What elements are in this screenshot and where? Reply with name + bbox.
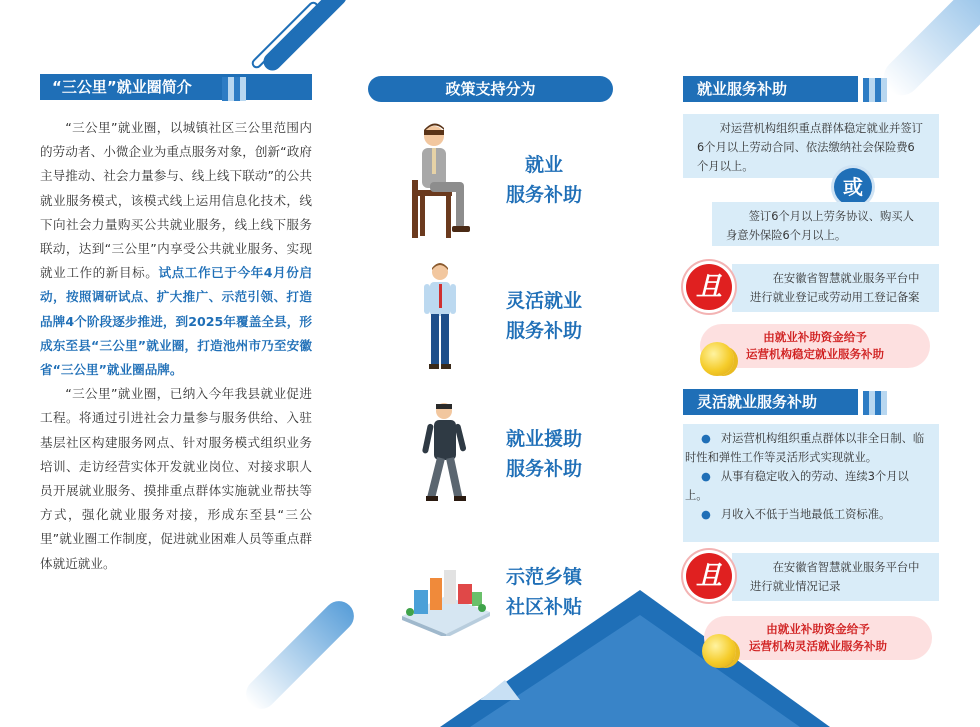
intro-section <box>40 74 312 576</box>
subsidy-result-pill-1: 由就业补助资金给予 运营机构稳定就业服务补助 <box>700 324 930 368</box>
walking-man-icon <box>420 402 470 506</box>
flexible-conditions-box <box>683 424 939 542</box>
intro-paragraph-1: “三公里”就业圈，以城镇社区三公里范围内的劳动者、小微企业为重点服务对象，创新“政府主导推动、社会力量参与、线上线下联动”的公共就业服务模式，该模式线上运用信息化技术，线下向社会力量购买公共就业服务，线上线下服务联动，达到“三公里”内享受公共就业服务、实现就业工作的新目标。试点工作已于今年4月份启动，按照调研试点、扩大推广、示范引领、打造品牌4个阶段逐步推进，到2025年覆盖全县，形成东至县“三公里”就业圈，打造池州市乃至安徽省“三公里”就业圈品牌。 <box>40 120 313 378</box>
policy-item-4-label: 示范乡镇 社区补贴 <box>505 566 582 618</box>
checker-decor-icon <box>863 391 887 415</box>
or-badge: 或 <box>834 168 872 206</box>
policy-item-1-label: 就业 服务补助 <box>505 154 582 206</box>
list-item: ● 对运营机构组织重点群体以非全日制、临时性和弹性工作等灵活形式实现就业。 <box>685 432 925 464</box>
policy-item-2-label: 灵活就业 服务补助 <box>505 290 582 342</box>
policy-item-3-label: 就业援助 服务补助 <box>505 428 582 480</box>
town-buildings-icon <box>398 560 494 636</box>
condition-box-3: 在安徽省智慧就业服务平台中进行就业登记或劳动用工登记备案 <box>732 264 939 312</box>
intro-heading <box>40 74 312 100</box>
standing-man-icon <box>420 262 460 372</box>
intro-body <box>40 116 312 576</box>
and-badge-2: 且 <box>686 553 732 599</box>
coin-icon <box>700 342 734 376</box>
condition-box-2: 签订6个月以上劳务协议、购买人身意外保险6个月以上。 <box>712 202 939 246</box>
coin-icon <box>702 634 736 668</box>
and-badge-1: 且 <box>686 264 732 310</box>
intro-paragraph-2: “三公里”就业圈，已纳入今年我县就业促进工程。将通过引进社会力量参与服务供给、入驻基层社区构建服务网点、针对服务模式组织业务培训、走访经营实体开发就业岗位、对接求职人员开展就业服务、摸排重点群体实施就业帮扶等方式，强化就业服务对接，形成东至县“三公里”就业圈工作制度，促进就业困难人员等重点群体就近就业。 <box>40 386 312 571</box>
condition-box-1: 对运营机构组织重点群体稳定就业并签订6个月以上劳动合同、依法缴纳社会保险费6个月以上。 <box>683 114 939 178</box>
list-item: ● 从事有稳定收入的劳动、连续3个月以上。 <box>685 470 909 502</box>
intro-heading-text: “三公里”就业圈简介 <box>52 78 192 96</box>
subsidy-result-pill-2: 由就业补助资金给予 运营机构灵活就业服务补助 <box>704 616 932 660</box>
intro-highlight: 试点工作已于今年4月份启动，按照调研试点、扩大推广、示范引领、打造品牌4个阶段逐步推进，到2025年覆盖全县，形成东至县“三公里”就业圈，打造池州市乃至安徽省“三公里”就业圈品牌。 <box>40 265 313 378</box>
employment-service-subsidy-heading: 就业服务补助 <box>683 76 858 102</box>
list-item: ● 月收入不低于当地最低工资标准。 <box>701 508 891 521</box>
flexible-employment-subsidy-heading: 灵活就业服务补助 <box>683 389 858 415</box>
flexible-conditions-list <box>685 429 925 524</box>
policy-heading: 政策支持分为 <box>368 76 613 102</box>
seated-man-icon <box>400 120 480 240</box>
checker-decor-icon <box>863 78 887 102</box>
checker-decor-icon <box>222 77 246 101</box>
condition-box-4: 在安徽省智慧就业服务平台中进行就业情况记录 <box>732 553 939 601</box>
